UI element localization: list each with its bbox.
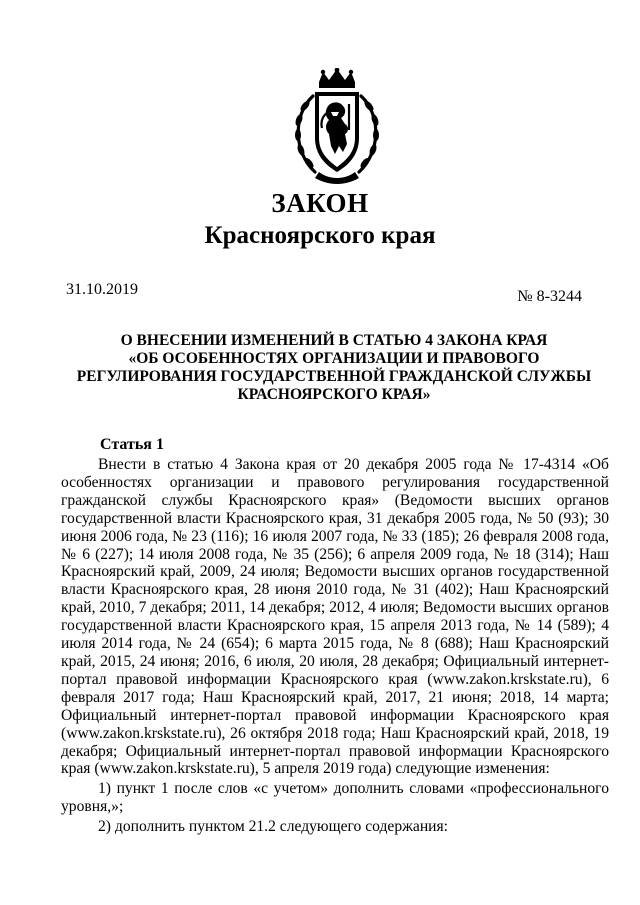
law-date: 31.10.2019 [66, 281, 138, 298]
heading-line: КРАСНОЯРСКОГО КРАЯ» [237, 386, 431, 403]
law-number: № 8-3244 [517, 288, 582, 305]
paragraph-item-1: 1) пункт 1 после слов «с учетом» дополнить словами «профессионального уровня,»; [61, 780, 609, 816]
paragraph-item-2: 2) дополнить пунктом 21.2 следующего содержания: [98, 818, 449, 836]
coat-of-arms-emblem [289, 68, 385, 186]
article-body [61, 456, 609, 836]
heading-line: РЕГУЛИРОВАНИЯ ГОСУДАРСТВЕННОЙ ГРАЖДАНСКОЙ СЛУЖБЫ [76, 368, 592, 385]
heading-line: «ОБ ОСОБЕННОСТЯХ ОРГАНИЗАЦИИ И ПРАВОВОГО [128, 350, 540, 367]
document-subtitle: Красноярского края [204, 222, 436, 249]
heading-line: О ВНЕСЕНИИ ИЗМЕНЕНИЙ В СТАТЬЮ 4 ЗАКОНА КРАЯ [120, 332, 548, 349]
law-heading [60, 332, 608, 404]
document-title: ЗАКОН [271, 188, 369, 218]
article-title: Статья 1 [100, 436, 164, 453]
paragraph-main: Внести в статью 4 Закона края от 20 декабря 2005 года № 17-4314 «Об особенностях организации и правового регулирования государственной гражданской службы Красноярского края» (Ведомости высших органов государственной власти Красноярского края, 31 декабря 2005 года, № 50 (93); 30 июня 2006 года, № 23 (116); 16 июля 2007 года, № 33 (185); 26 февраля 2008 года, № 6 (227); 14 июля 2008 года, № 35 (256); 6 апреля 2009 года, № 18 (314); Наш Красноярский край, 2009, 24 июля; Ведомости высших органов государственной власти Красноярского края, 28 июня 2010 года, № 31 (402); Наш Красноярский край, 2010, 7 декабря; 2011, 14 декабря; 2012, 4 июля; Ведомости высших органов государственной власти Красноярского края, 15 апреля 2013 года, № 14 (589); 4 июля 2014 года, № 24 (654); 6 марта 2015 года, № 8 (688); Наш Красноярский край, 2015, 24 июня; 2016, 6 июля, 20 июля, 28 декабря; Официальный интернет-портал правовой информации Красноярского края (www.zakon.krskstate.ru), 6 февраля 2017 года; Наш Красноярский край, 2017, 21 июня; 2018, 14 марта; Официальный интернет-портал правовой информации Красноярского края (www.zakon.krskstate.ru), 26 октября 2018 года; Наш Красноярский край, 2018, 19 декабря; Официальный интернет-портал правовой информации Красноярского края (www.zakon.krskstate.ru), 5 апреля 2019 года) следующие изменения: [61, 456, 609, 778]
